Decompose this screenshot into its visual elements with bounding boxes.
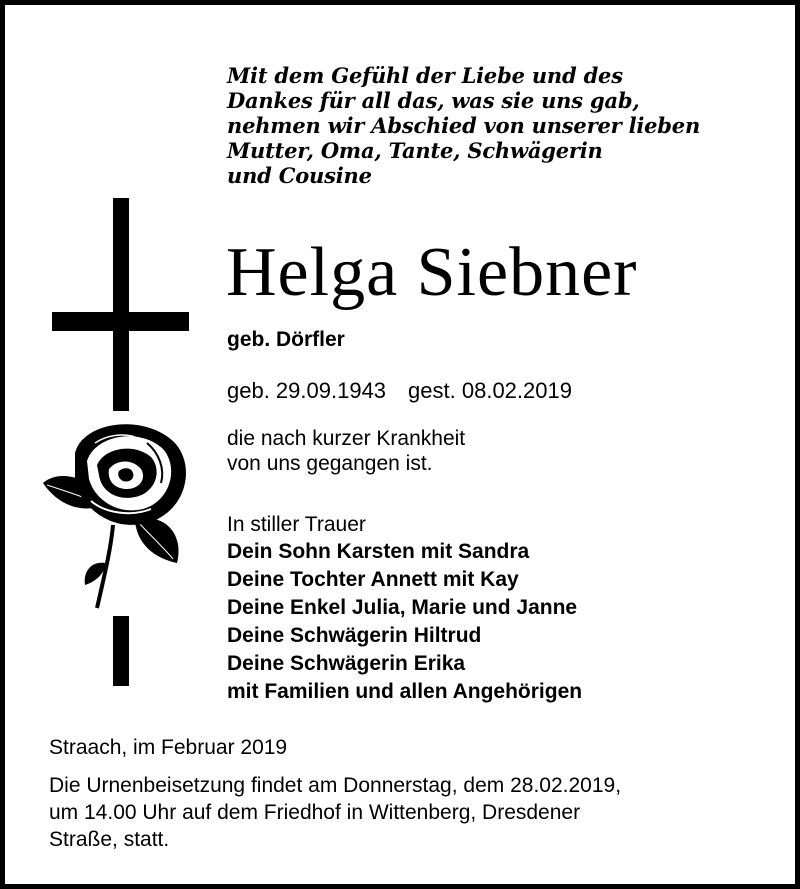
deceased-name: Helga Siebner bbox=[226, 234, 638, 311]
illness-line: von uns gegangen ist. bbox=[227, 452, 433, 475]
intro-line: Mit dem Gefühl der Liebe und des bbox=[227, 63, 623, 88]
burial-line: Die Urnenbeisetzung findet am Donnerstag, dem 28.02.2019, bbox=[49, 774, 622, 797]
birth-date: geb. 29.09.1943 bbox=[227, 378, 387, 403]
mourner-line: Deine Tochter Annett mit Kay bbox=[227, 568, 519, 591]
burial-line: um 14.00 Uhr auf dem Friedhof in Wittenberg, Dresdener bbox=[49, 801, 581, 824]
burial-line: Straße, statt. bbox=[49, 828, 170, 851]
place-date: Straach, im Februar 2019 bbox=[49, 736, 288, 759]
rose-icon bbox=[35, 413, 205, 623]
grief-label: In stiller Trauer bbox=[227, 513, 366, 536]
intro-line: und Cousine bbox=[227, 163, 372, 188]
death-date: gest. 08.02.2019 bbox=[408, 378, 572, 403]
mourner-line: Deine Enkel Julia, Marie und Janne bbox=[227, 596, 578, 619]
intro-line: Mutter, Oma, Tante, Schwägerin bbox=[227, 138, 603, 163]
intro-text bbox=[227, 63, 700, 188]
maiden-name: geb. Dörfler bbox=[227, 328, 345, 351]
illness-line: die nach kurzer Krankheit bbox=[227, 427, 466, 450]
intro-line: nehmen wir Abschied von unserer lieben bbox=[227, 113, 701, 138]
mourner-line: Deine Schwägerin Hiltrud bbox=[227, 624, 482, 647]
burial-info bbox=[49, 772, 621, 853]
mourner-line: Deine Schwägerin Erika bbox=[227, 652, 466, 675]
mourner-line: mit Familien und allen Angehörigen bbox=[227, 680, 583, 703]
life-dates bbox=[227, 376, 572, 406]
illness-text bbox=[227, 426, 465, 476]
mourner-line: Dein Sohn Karsten mit Sandra bbox=[227, 540, 530, 563]
mourners-list bbox=[227, 538, 582, 706]
intro-line: Dankes für all das, was sie uns gab, bbox=[227, 88, 640, 113]
